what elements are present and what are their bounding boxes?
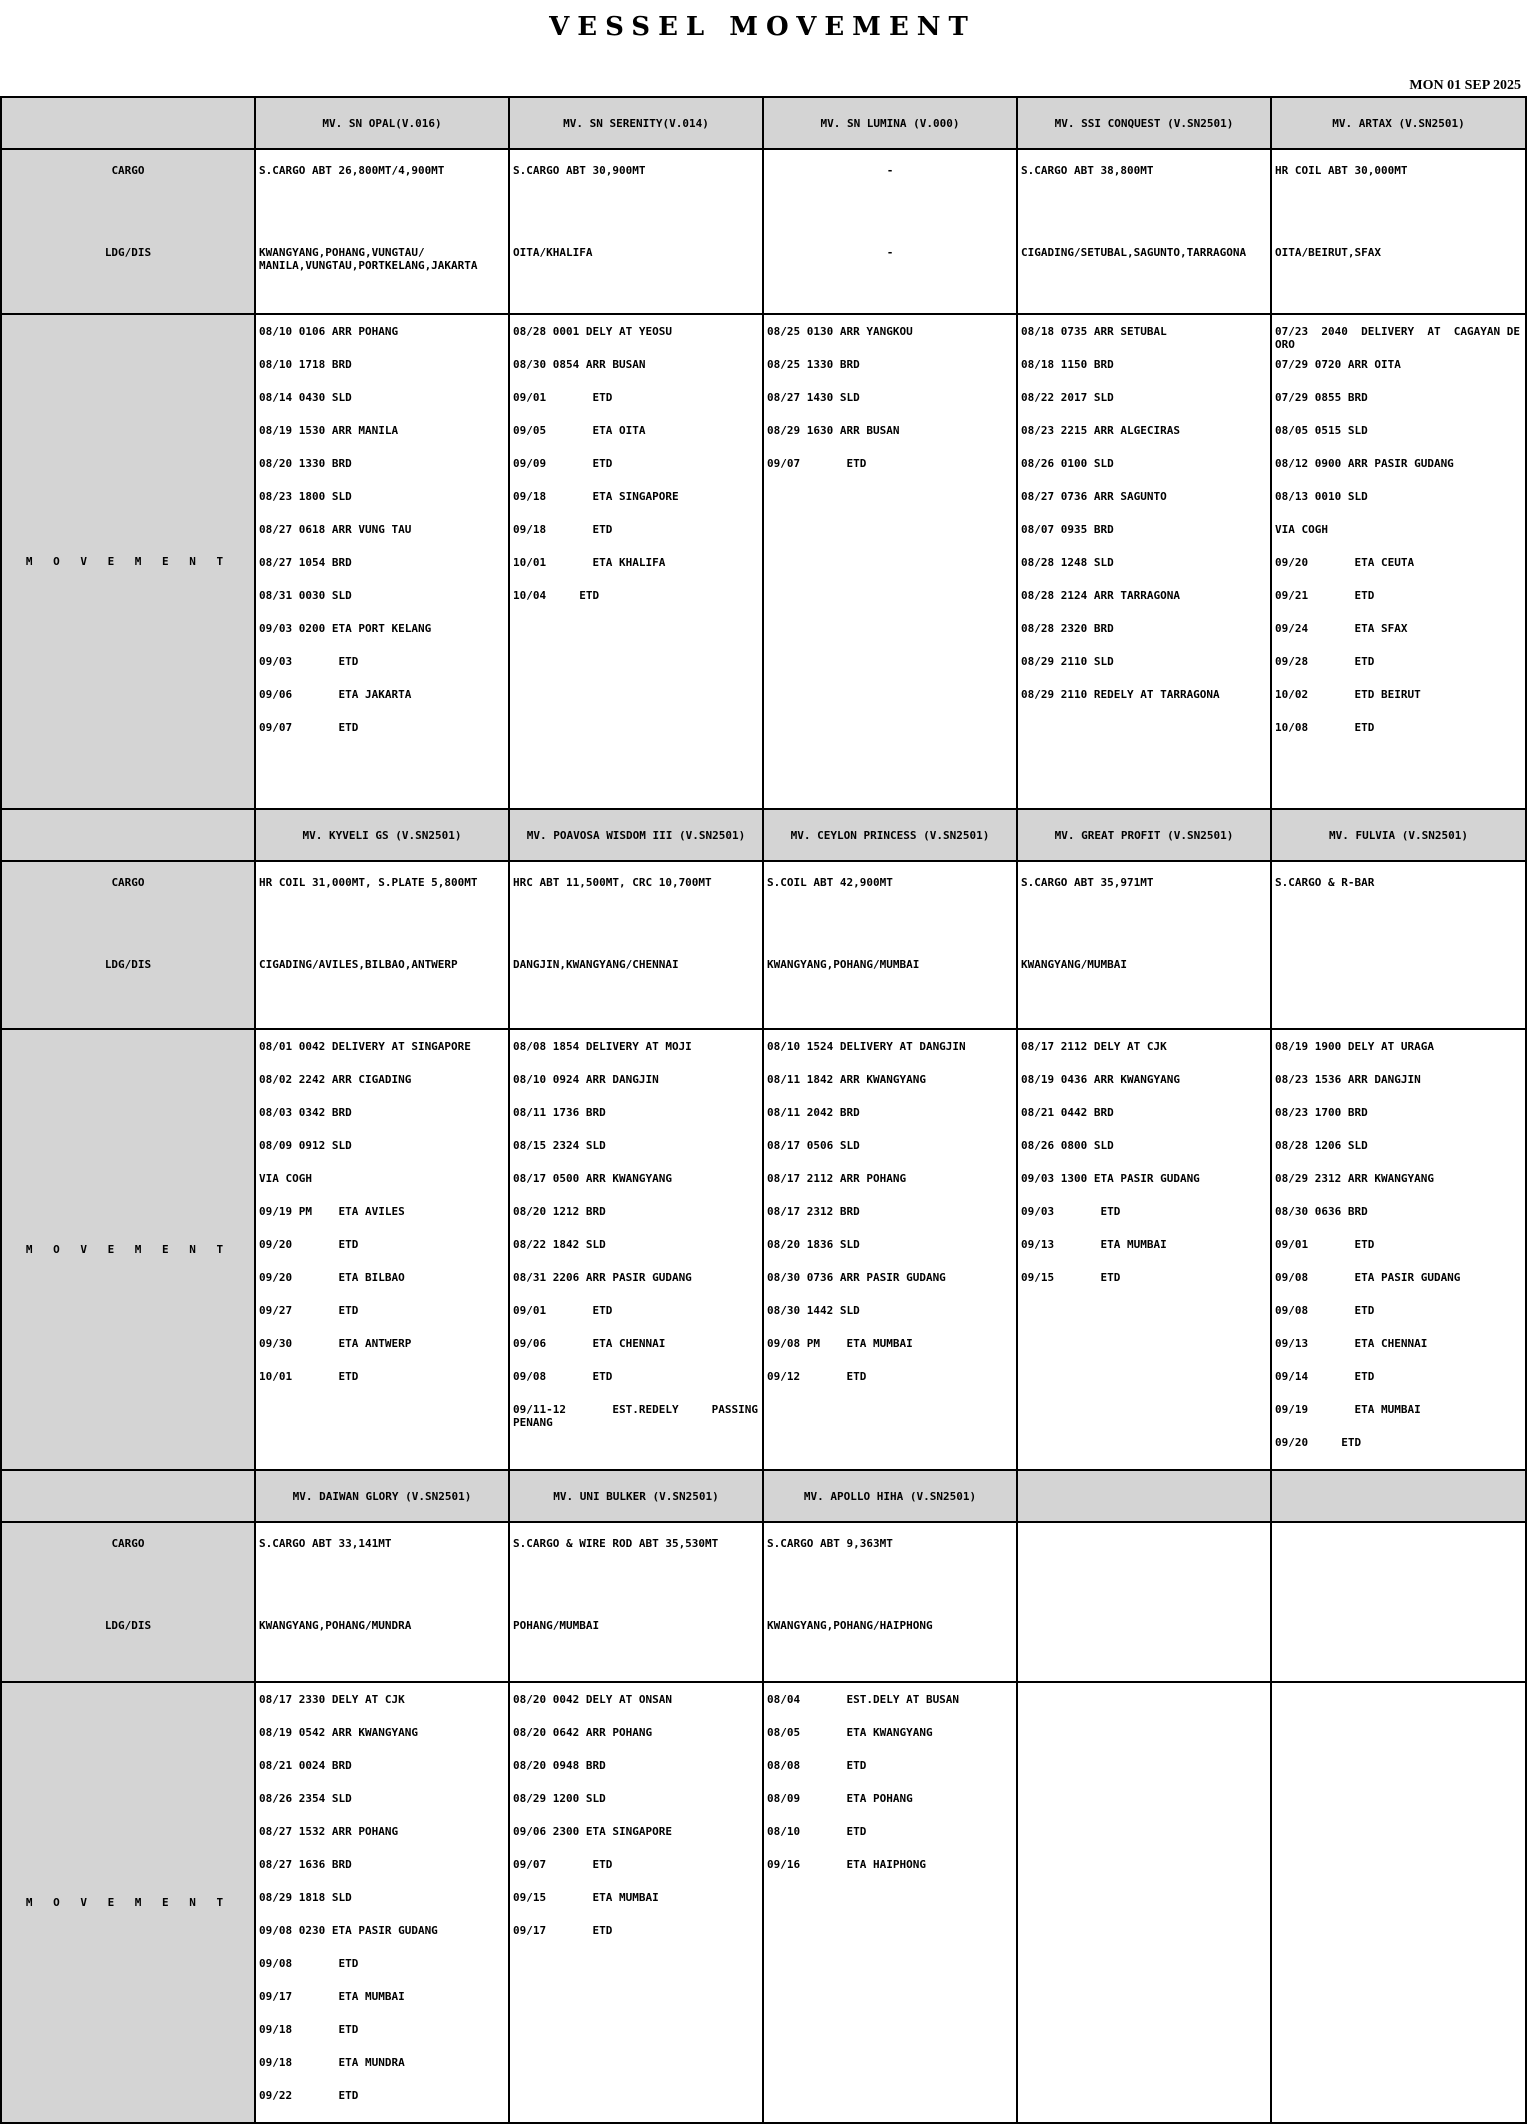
vessel-name: MV. KYVELI GS (V.SN2501) — [302, 828, 462, 842]
movement-entry: 09/21 ETD — [1275, 589, 1375, 602]
cargo-value: - — [886, 164, 894, 177]
movement-list — [510, 1683, 762, 1957]
vessel-name: MV. GREAT PROFIT (V.SN2501) — [1054, 828, 1234, 842]
movement-list — [764, 315, 1016, 490]
ldg-dis-value: OITA/KHALIFA — [513, 246, 593, 259]
movement-entry: 08/10 0106 ARR POHANG — [259, 325, 399, 338]
movement-entry: 08/18 1150 BRD — [1021, 358, 1114, 371]
vessel-name: MV. FULVIA (V.SN2501) — [1328, 828, 1469, 842]
cargo-cell — [509, 149, 763, 314]
movement-cell — [509, 1682, 763, 2123]
movement-entry: 09/09 ETD — [513, 457, 613, 470]
movement-entry: 08/29 2312 ARR KWANGYANG — [1275, 1172, 1434, 1185]
vessel-name-cell — [763, 809, 1017, 861]
movement-entry: 08/12 0900 ARR PASIR GUDANG — [1275, 457, 1454, 470]
movement-list — [510, 1030, 765, 1436]
movement-entry: 08/10 ETD — [767, 1825, 867, 1838]
movement-entry: 07/29 0855 BRD — [1275, 391, 1368, 404]
movement-entry: 08/31 0030 SLD — [259, 589, 352, 602]
vessel-name: MV. DAIWAN GLORY (V.SN2501) — [292, 1489, 472, 1503]
vessel-name-cell — [255, 1470, 509, 1522]
movement-entry: 08/27 0736 ARR SAGUNTO — [1021, 490, 1167, 503]
ldg-dis-label: LDG/DIS — [104, 246, 152, 259]
cargo-cell — [255, 861, 509, 1029]
movement-entry: 09/14 ETD — [1275, 1370, 1375, 1383]
movement-entry: 08/11 1842 ARR KWANGYANG — [767, 1073, 926, 1086]
movement-entry: 09/17 ETD — [513, 1924, 613, 1937]
movement-entry: 09/03 0200 ETA PORT KELANG — [259, 622, 432, 635]
movement-list — [256, 1683, 508, 2122]
cargo-value: S.CARGO ABT 38,800MT — [1021, 164, 1154, 177]
cargo-label-cell — [1, 1522, 255, 1682]
movement-entry: 09/08 PM ETA MUMBAI — [767, 1337, 913, 1350]
movement-entry: 08/20 1330 BRD — [259, 457, 352, 470]
movement-entry: 08/25 0130 ARR YANGKOU — [767, 325, 913, 338]
movement-cell — [509, 1029, 763, 1470]
cargo-value: HR COIL 31,000MT, S.PLATE 5,800MT — [259, 876, 478, 889]
movement-entry: 08/29 1818 SLD — [259, 1891, 352, 1904]
movement-entry: 08/29 2110 REDELY AT TARRAGONA — [1021, 688, 1220, 701]
cargo-value: S.CARGO ABT 26,800MT/4,900MT — [259, 164, 445, 177]
movement-entry: 08/17 0506 SLD — [767, 1139, 860, 1152]
movement-entry: 08/17 2330 DELY AT CJK — [259, 1693, 405, 1706]
movement-cell — [763, 1029, 1017, 1470]
cargo-value: S.COIL ABT 42,900MT — [767, 876, 893, 889]
report-date: MON 01 SEP 2025 — [1409, 78, 1521, 93]
movement-entry: 09/18 ETD — [513, 523, 613, 536]
cargo-cell — [1017, 861, 1271, 1029]
vessel-name: MV. UNI BULKER (V.SN2501) — [553, 1489, 719, 1503]
movement-entry: 08/29 2110 SLD — [1021, 655, 1114, 668]
cargo-cell — [1017, 1522, 1271, 1682]
vessel-name: MV. SN SERENITY(V.014) — [563, 116, 709, 130]
movement-list — [1272, 1683, 1525, 1693]
ldg-dis-label: LDG/DIS — [104, 1619, 152, 1632]
movement-entry: 08/08 1854 DELIVERY AT MOJI — [513, 1040, 692, 1053]
movement-list — [256, 315, 508, 754]
movement-entry: 08/20 0042 DELY AT ONSAN — [513, 1693, 672, 1706]
movement-entry: 10/02 ETD BEIRUT — [1275, 688, 1421, 701]
movement-row — [1, 1682, 1526, 2123]
movement-entry: 08/20 1212 BRD — [513, 1205, 606, 1218]
movement-entry: 09/06 2300 ETA SINGAPORE — [513, 1825, 672, 1838]
vessel-name-cell — [1017, 1470, 1271, 1522]
movement-entry: 08/27 1636 BRD — [259, 1858, 352, 1871]
ldg-dis-value: KWANGYANG/MUMBAI — [1021, 958, 1127, 971]
movement-entry: 09/17 ETA MUMBAI — [259, 1990, 405, 2003]
movement-entry: 09/05 ETA OITA — [513, 424, 646, 437]
movement-entry: 08/28 1206 SLD — [1275, 1139, 1368, 1152]
header-corner-cell — [1, 97, 255, 149]
vessel-name-cell — [509, 1470, 763, 1522]
movement-entry: 09/30 ETA ANTWERP — [259, 1337, 412, 1350]
movement-entry: 09/12 ETD — [767, 1370, 867, 1383]
movement-entry: 08/05 ETA KWANGYANG — [767, 1726, 933, 1739]
vessel-name: MV. ARTAX (V.SN2501) — [1332, 116, 1465, 130]
movement-cell — [255, 314, 509, 809]
movement-entry: 09/18 ETA MUNDRA — [259, 2056, 405, 2069]
movement-list — [1018, 1683, 1270, 1693]
movement-entry: 08/10 1718 BRD — [259, 358, 352, 371]
movement-entry: 08/21 0024 BRD — [259, 1759, 352, 1772]
movement-list — [1018, 315, 1270, 721]
movement-entry: 08/27 1532 ARR POHANG — [259, 1825, 399, 1838]
cargo-row — [1, 861, 1526, 1029]
movement-entry: 10/04 ETD — [513, 589, 600, 602]
movement-cell — [1017, 314, 1271, 809]
movement-list — [764, 1030, 1016, 1403]
movement-entry: 08/08 ETD — [767, 1759, 867, 1772]
cargo-cell — [763, 1522, 1017, 1682]
ldg-dis-value: KWANGYANG,POHANG/MUMBAI — [767, 958, 920, 971]
vessel-name-cell — [763, 1470, 1017, 1522]
vessel-header-row — [1, 1470, 1526, 1522]
movement-entry: 08/23 1700 BRD — [1275, 1106, 1368, 1119]
movement-entry: 08/27 1054 BRD — [259, 556, 352, 569]
ldg-dis-value: CIGADING/SETUBAL,SAGUNTO,TARRAGONA — [1021, 246, 1247, 259]
movement-entry: 08/05 0515 SLD — [1275, 424, 1368, 437]
vessel-name: MV. APOLLO HIHA (V.SN2501) — [803, 1489, 977, 1503]
movement-cell — [1017, 1682, 1271, 2123]
movement-cell — [255, 1682, 509, 2123]
movement-entry: 09/08 ETD — [1275, 1304, 1375, 1317]
movement-entry: 09/03 ETD — [1021, 1205, 1121, 1218]
movement-entry: 08/29 1200 SLD — [513, 1792, 606, 1805]
movement-entry: 08/23 1800 SLD — [259, 490, 352, 503]
movement-label-cell — [1, 314, 255, 809]
cargo-label-cell — [1, 149, 255, 314]
ldg-dis-value: KWANGYANG,POHANG/HAIPHONG — [767, 1619, 933, 1632]
vessel-name-cell — [763, 97, 1017, 149]
vessel-name: MV. SN LUMINA (V.000) — [820, 116, 960, 130]
cargo-cell — [255, 1522, 509, 1682]
movement-entry: 08/17 2312 BRD — [767, 1205, 860, 1218]
movement-label-cell — [1, 1029, 255, 1470]
cargo-cell — [255, 149, 509, 314]
movement-entry: 08/17 0500 ARR KWANGYANG — [513, 1172, 672, 1185]
movement-entry: 09/27 ETD — [259, 1304, 359, 1317]
cargo-cell — [1017, 149, 1271, 314]
cargo-value: HRC ABT 11,500MT, CRC 10,700MT — [513, 876, 712, 889]
movement-entry: 09/08 ETA PASIR GUDANG — [1275, 1271, 1461, 1284]
movement-entry: 09/19 ETA MUMBAI — [1275, 1403, 1421, 1416]
movement-entry: 09/03 1300 ETA PASIR GUDANG — [1021, 1172, 1200, 1185]
cargo-value: HR COIL ABT 30,000MT — [1275, 164, 1408, 177]
movement-entry: 08/11 1736 BRD — [513, 1106, 606, 1119]
ldg-dis-value: KWANGYANG,POHANG/MUNDRA — [259, 1619, 412, 1632]
vessel-name-cell — [255, 809, 509, 861]
movement-entry: 08/27 0618 ARR VUNG TAU — [259, 523, 412, 536]
movement-cell — [1271, 1682, 1526, 2123]
cargo-cell — [1271, 149, 1526, 314]
movement-entry: 08/09 ETA POHANG — [767, 1792, 913, 1805]
cargo-value: S.CARGO ABT 35,971MT — [1021, 876, 1154, 889]
movement-entry: 08/26 0800 SLD — [1021, 1139, 1114, 1152]
movement-entry: 08/11 2042 BRD — [767, 1106, 860, 1119]
movement-entry: 08/17 2112 ARR POHANG — [767, 1172, 907, 1185]
movement-entry: 09/16 ETA HAIPHONG — [767, 1858, 926, 1871]
movement-entry: 08/20 1836 SLD — [767, 1238, 860, 1251]
movement-entry: 09/08 0230 ETA PASIR GUDANG — [259, 1924, 438, 1937]
ldg-dis-value: KWANGYANG,POHANG,VUNGTAU/ MANILA,VUNGTAU,PORTKELANG,JAKARTA — [259, 246, 478, 272]
movement-label: M O V E M E N T — [25, 555, 231, 568]
ldg-dis-value: CIGADING/AVILES,BILBAO,ANTWERP — [259, 958, 458, 971]
movement-entry: 08/28 2320 BRD — [1021, 622, 1114, 635]
movement-cell — [1017, 1029, 1271, 1470]
movement-entry: 08/30 0854 ARR BUSAN — [513, 358, 646, 371]
movement-entry: 09/19 PM ETA AVILES — [259, 1205, 405, 1218]
movement-entry: 09/22 ETD — [259, 2089, 359, 2102]
cargo-label-cell — [1, 861, 255, 1029]
cargo-row — [1, 1522, 1526, 1682]
movement-entry: 10/08 ETD — [1275, 721, 1375, 734]
movement-entry: 09/06 ETA JAKARTA — [259, 688, 412, 701]
movement-cell — [255, 1029, 509, 1470]
movement-entry: 09/08 ETD — [259, 1957, 359, 1970]
movement-entry: 09/15 ETA MUMBAI — [513, 1891, 659, 1904]
vessel-name: MV. SSI CONQUEST (V.SN2501) — [1054, 116, 1234, 130]
cargo-value: S.CARGO ABT 9,363MT — [767, 1537, 893, 1550]
movement-entry: 08/10 1524 DELIVERY AT DANGJIN — [767, 1040, 966, 1053]
vessel-name: MV. CEYLON PRINCESS (V.SN2501) — [790, 828, 990, 842]
cargo-cell — [763, 149, 1017, 314]
movement-entry: 09/07 ETD — [259, 721, 359, 734]
cargo-cell — [509, 1522, 763, 1682]
cargo-value: S.CARGO & WIRE ROD ABT 35,530MT — [513, 1537, 719, 1550]
cargo-row — [1, 149, 1526, 314]
movement-entry: 08/20 0642 ARR POHANG — [513, 1726, 653, 1739]
movement-cell — [763, 314, 1017, 809]
movement-list — [1272, 315, 1525, 754]
movement-entry: 09/11-12 EST.REDELY PASSING PENANG — [513, 1403, 765, 1429]
movement-entry: 08/19 0436 ARR KWANGYANG — [1021, 1073, 1180, 1086]
movement-entry: 09/24 ETA SFAX — [1275, 622, 1408, 635]
cargo-label: CARGO — [111, 876, 145, 889]
movement-list — [1272, 1030, 1525, 1469]
movement-row — [1, 314, 1526, 809]
movement-entry: 08/30 0736 ARR PASIR GUDANG — [767, 1271, 946, 1284]
movement-entry: 08/22 2017 SLD — [1021, 391, 1114, 404]
vessel-movement-table — [0, 96, 1527, 2124]
vessel-name-cell — [509, 97, 763, 149]
header-corner-cell — [1, 1470, 255, 1522]
movement-entry: 09/20 ETA BILBAO — [259, 1271, 405, 1284]
movement-entry: 08/20 0948 BRD — [513, 1759, 606, 1772]
movement-entry: 09/07 ETD — [767, 457, 867, 470]
movement-entry: 09/18 ETA SINGAPORE — [513, 490, 679, 503]
movement-entry: 09/20 ETA CEUTA — [1275, 556, 1415, 569]
cargo-label: CARGO — [111, 164, 145, 177]
movement-entry: 09/07 ETD — [513, 1858, 613, 1871]
movement-entry: 08/29 1630 ARR BUSAN — [767, 424, 900, 437]
movement-label-cell — [1, 1682, 255, 2123]
movement-cell — [1271, 314, 1526, 809]
movement-cell — [1271, 1029, 1526, 1470]
movement-entry: 09/20 ETD — [1275, 1436, 1362, 1449]
movement-row — [1, 1029, 1526, 1470]
movement-entry: 10/01 ETA KHALIFA — [513, 556, 666, 569]
movement-list — [764, 1683, 1016, 1891]
movement-entry: 09/18 ETD — [259, 2023, 359, 2036]
movement-entry: 08/02 2242 ARR CIGADING — [259, 1073, 412, 1086]
vessel-name-cell — [1017, 809, 1271, 861]
cargo-cell — [1271, 861, 1526, 1029]
vessel-name: MV. SN OPAL(V.016) — [322, 116, 442, 130]
movement-list — [1018, 1030, 1270, 1304]
cargo-cell — [1271, 1522, 1526, 1682]
movement-entry: 07/23 2040 DELIVERY AT CAGAYAN DE ORO — [1275, 325, 1527, 351]
vessel-header-row — [1, 97, 1526, 149]
movement-label: M O V E M E N T — [25, 1896, 231, 1909]
movement-entry: 09/28 ETD — [1275, 655, 1375, 668]
cargo-cell — [509, 861, 763, 1029]
movement-label: M O V E M E N T — [25, 1243, 231, 1256]
movement-entry: 08/30 0636 BRD — [1275, 1205, 1368, 1218]
ldg-dis-value: POHANG/MUMBAI — [513, 1619, 600, 1632]
movement-entry: 08/21 0442 BRD — [1021, 1106, 1114, 1119]
movement-entry: 08/25 1330 BRD — [767, 358, 860, 371]
movement-entry: 09/08 ETD — [513, 1370, 613, 1383]
ldg-dis-value: OITA/BEIRUT,SFAX — [1275, 246, 1381, 259]
movement-entry: 09/13 ETA CHENNAI — [1275, 1337, 1428, 1350]
movement-entry: 08/22 1842 SLD — [513, 1238, 606, 1251]
movement-entry: 09/03 ETD — [259, 655, 359, 668]
movement-entry: 08/19 0542 ARR KWANGYANG — [259, 1726, 418, 1739]
movement-entry: 08/23 2215 ARR ALGECIRAS — [1021, 424, 1180, 437]
movement-entry: VIA COGH — [1275, 523, 1328, 536]
movement-entry: VIA COGH — [259, 1172, 312, 1185]
movement-list — [256, 1030, 508, 1403]
movement-entry: 08/07 0935 BRD — [1021, 523, 1114, 536]
ldg-dis-value: DANGJIN,KWANGYANG/CHENNAI — [513, 958, 679, 971]
movement-entry: 08/18 0735 ARR SETUBAL — [1021, 325, 1167, 338]
movement-entry: 08/13 0010 SLD — [1275, 490, 1368, 503]
movement-entry: 08/01 0042 DELIVERY AT SINGAPORE — [259, 1040, 471, 1053]
cargo-value: S.CARGO & R-BAR — [1275, 876, 1375, 889]
movement-entry: 08/26 2354 SLD — [259, 1792, 352, 1805]
movement-entry: 08/30 1442 SLD — [767, 1304, 860, 1317]
movement-entry: 08/10 0924 ARR DANGJIN — [513, 1073, 659, 1086]
movement-entry: 09/01 ETD — [513, 1304, 613, 1317]
movement-entry: 09/01 ETD — [513, 391, 613, 404]
cargo-value: S.CARGO ABT 30,900MT — [513, 164, 646, 177]
movement-entry: 08/15 2324 SLD — [513, 1139, 606, 1152]
movement-entry: 08/27 1430 SLD — [767, 391, 860, 404]
movement-entry: 08/14 0430 SLD — [259, 391, 352, 404]
header-corner-cell — [1, 809, 255, 861]
movement-entry: 08/19 1530 ARR MANILA — [259, 424, 399, 437]
vessel-name-cell — [255, 97, 509, 149]
movement-entry: 08/09 0912 SLD — [259, 1139, 352, 1152]
ldg-dis-value: - — [886, 246, 894, 259]
ldg-dis-label: LDG/DIS — [104, 958, 152, 971]
movement-entry: 08/31 2206 ARR PASIR GUDANG — [513, 1271, 692, 1284]
movement-entry: 08/28 1248 SLD — [1021, 556, 1114, 569]
movement-entry: 08/23 1536 ARR DANGJIN — [1275, 1073, 1421, 1086]
movement-entry: 10/01 ETD — [259, 1370, 359, 1383]
vessel-name-cell — [1271, 97, 1526, 149]
vessel-name: MV. POAVOSA WISDOM III (V.SN2501) — [526, 828, 746, 842]
movement-list — [510, 315, 762, 622]
movement-entry: 08/26 0100 SLD — [1021, 457, 1114, 470]
vessel-name-cell — [1271, 809, 1526, 861]
movement-entry: 08/03 0342 BRD — [259, 1106, 352, 1119]
movement-entry: 08/28 0001 DELY AT YEOSU — [513, 325, 672, 338]
vessel-name-cell — [1271, 1470, 1526, 1522]
cargo-value: S.CARGO ABT 33,141MT — [259, 1537, 392, 1550]
movement-entry: 09/15 ETD — [1021, 1271, 1121, 1284]
cargo-cell — [763, 861, 1017, 1029]
movement-entry: 07/29 0720 ARR OITA — [1275, 358, 1401, 371]
movement-cell — [763, 1682, 1017, 2123]
movement-entry: 09/01 ETD — [1275, 1238, 1375, 1251]
movement-cell — [509, 314, 763, 809]
movement-entry: 09/13 ETA MUMBAI — [1021, 1238, 1167, 1251]
vessel-name-cell — [1017, 97, 1271, 149]
page-title: VESSEL MOVEMENT — [549, 12, 976, 42]
movement-entry: 09/06 ETA CHENNAI — [513, 1337, 666, 1350]
movement-entry: 08/19 1900 DELY AT URAGA — [1275, 1040, 1434, 1053]
vessel-name-cell — [509, 809, 763, 861]
movement-entry: 08/28 2124 ARR TARRAGONA — [1021, 589, 1180, 602]
movement-entry: 08/17 2112 DELY AT CJK — [1021, 1040, 1167, 1053]
vessel-header-row — [1, 809, 1526, 861]
movement-entry: 08/04 EST.DELY AT BUSAN — [767, 1693, 960, 1706]
cargo-label: CARGO — [111, 1537, 145, 1550]
movement-entry: 09/20 ETD — [259, 1238, 359, 1251]
